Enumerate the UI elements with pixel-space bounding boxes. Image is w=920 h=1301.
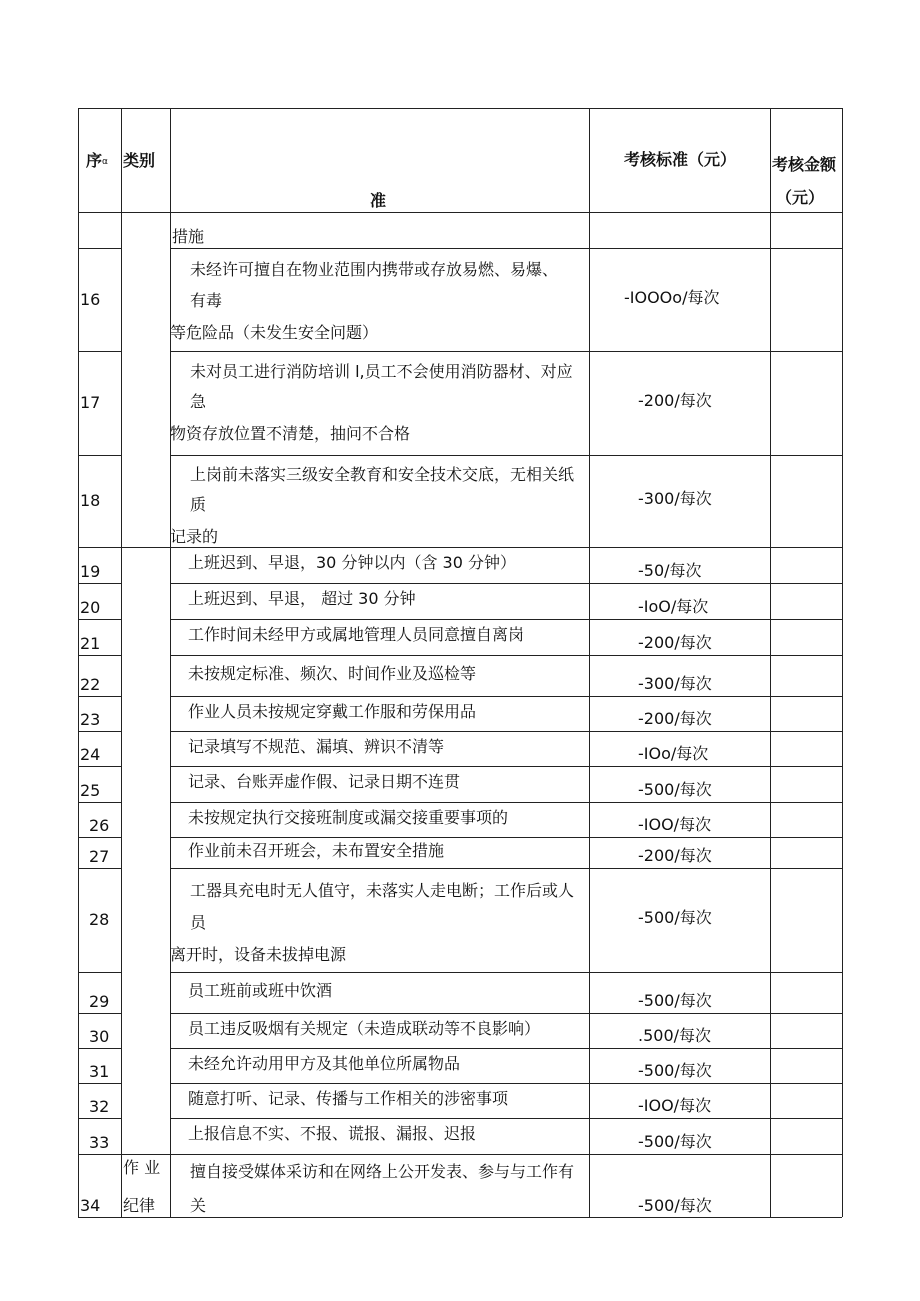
category-cell-line1: 作 业 [123, 1158, 161, 1177]
row-number: 23 [80, 710, 101, 729]
standard-text-line: 上班迟到、早退， 超过 30 分钟 [188, 589, 416, 608]
grid-line-h [170, 1048, 842, 1049]
header-seq-mark: α [102, 157, 108, 167]
standard-text-line: 上报信息不实、不报、谎报、漏报、迟报 [188, 1124, 477, 1143]
grid-line-h [170, 766, 842, 767]
row-amount: -500/每次 [638, 1196, 712, 1215]
grid-line-h [78, 455, 121, 456]
standard-text-line: 有毒 [190, 291, 223, 310]
row-amount: -300/每次 [638, 489, 712, 508]
grid-line-h [170, 868, 842, 869]
grid-line-h [170, 1083, 842, 1084]
standard-text-line: 上岗前未落实三级安全教育和安全技术交底，无相关纸 [190, 465, 575, 484]
grid-line-h [170, 802, 842, 803]
row-amount: -50/每次 [638, 561, 702, 580]
row-number: 21 [80, 634, 101, 653]
standard-text-line: 员工违反吸烟有关规定（未造成联动等不良影响） [188, 1019, 541, 1038]
row-number: 30 [89, 1027, 110, 1046]
row-number: 20 [80, 598, 101, 617]
row-number: 22 [80, 675, 101, 694]
row-amount: -200/每次 [638, 709, 712, 728]
row-amount: -200/每次 [638, 846, 712, 865]
row-amount: -IOo/每次 [638, 744, 709, 763]
header-criteria: 考核标准（元） [624, 150, 737, 169]
grid-line-h [78, 583, 121, 584]
standard-text-line: 记录的 [170, 527, 219, 546]
header-seq [86, 151, 108, 172]
grid-line-h [78, 972, 121, 973]
standard-text-line: 作业前未召开班会，未布置安全措施 [188, 841, 445, 860]
row-number: 33 [89, 1133, 110, 1152]
grid-line-h [78, 108, 842, 109]
row-number: 29 [89, 992, 110, 1011]
standard-text-line: 物资存放位置不清楚，抽问不合格 [170, 424, 411, 443]
grid-line-h [170, 583, 842, 584]
row-number: 31 [89, 1062, 110, 1081]
category-cell-line2: 纪律 [123, 1196, 156, 1215]
row-amount: -500/每次 [638, 1132, 712, 1151]
row-number: 17 [80, 393, 101, 412]
grid-line-h [78, 248, 121, 249]
row-number: 19 [80, 562, 101, 581]
grid-line-v [78, 108, 79, 1217]
header-category: 类别 [123, 151, 156, 170]
grid-line-h [170, 248, 842, 249]
grid-line-h [78, 1154, 842, 1155]
row-number: 28 [89, 910, 110, 929]
grid-line-v [170, 108, 171, 1217]
grid-line-h [78, 1118, 121, 1119]
standard-text-line: 急 [190, 392, 207, 411]
standard-text-line: 等危险品（未发生安全问题） [170, 323, 379, 342]
grid-line-h [170, 655, 842, 656]
standard-text-line: 工作时间未经甲方或属地管理人员同意擅自离岗 [188, 625, 525, 644]
grid-line-h [170, 696, 842, 697]
grid-line-h [78, 766, 121, 767]
grid-line-h [78, 1013, 121, 1014]
header-amount-line1: 考核金额 [772, 155, 837, 174]
standard-text-line: 未按规定执行交接班制度或漏交接重要事项的 [188, 808, 509, 827]
standard-text-line: 作业人员未按规定穿戴工作服和劳保用品 [188, 702, 477, 721]
header-amount-line2: （元） [776, 188, 825, 207]
grid-line-v [589, 108, 590, 1217]
standard-text-line: 未经许可擅自在物业范围内携带或存放易燃、易爆、 [190, 260, 559, 279]
grid-line-h [78, 1048, 121, 1049]
grid-line-h [170, 972, 842, 973]
standard-text-line: 未对员工进行消防培训 l,员工不会使用消防器材、对应 [190, 362, 573, 381]
standard-text-line: 擅自接受媒体采访和在网络上公开发表、参与与工作有 [190, 1162, 575, 1181]
row-number: 24 [80, 745, 101, 764]
header-seq-label: 序 [86, 151, 103, 170]
row-amount: -500/每次 [638, 991, 712, 1010]
grid-line-h [170, 1118, 842, 1119]
grid-line-h [170, 619, 842, 620]
grid-line-h [170, 837, 842, 838]
grid-line-h [78, 868, 121, 869]
grid-line-h [170, 351, 842, 352]
grid-line-h [78, 731, 121, 732]
standard-text-line: 记录、台账弄虚作假、记录日期不连贯 [188, 772, 461, 791]
row-amount: -200/每次 [638, 633, 712, 652]
standard-text-line: 未按规定标准、频次、时间作业及巡检等 [188, 664, 477, 683]
row-amount: -500/每次 [638, 780, 712, 799]
standard-text-line: 工器具充电时无人值守，未落实人走电断；工作后或人 [190, 881, 575, 900]
row-amount: -500/每次 [638, 1061, 712, 1080]
grid-line-v [842, 108, 843, 1217]
grid-line-h [78, 837, 121, 838]
standard-text-line: 未经允许动用甲方及其他单位所属物品 [188, 1054, 461, 1073]
row-amount: -IOOOo/每次 [624, 288, 720, 307]
standard-text-line: 记录填写不规范、漏填、辨识不清等 [188, 737, 445, 756]
row-amount: -500/每次 [638, 908, 712, 927]
standard-text-line: 员工班前或班中饮酒 [188, 981, 333, 1000]
standard-text-line: 关 [190, 1196, 207, 1215]
grid-line-h [78, 1083, 121, 1084]
grid-line-h [78, 351, 121, 352]
row-number: 32 [89, 1097, 110, 1116]
row-amount: -300/每次 [638, 674, 712, 693]
row-number: 27 [89, 847, 110, 866]
row-number: 16 [80, 290, 101, 309]
grid-line-h [170, 455, 842, 456]
row-amount: -IOO/每次 [638, 815, 712, 834]
row-number: 18 [80, 491, 101, 510]
row-amount: -200/每次 [638, 391, 712, 410]
standard-text-line: 上班迟到、早退，30 分钟以内（含 30 分钟） [188, 553, 516, 572]
grid-line-h [170, 731, 842, 732]
grid-line-v [770, 108, 771, 1217]
grid-line-h [78, 1217, 842, 1218]
row-number: 34 [80, 1196, 101, 1215]
row-amount: -IOO/每次 [638, 1096, 712, 1115]
standard-text-line: 离开时，设备未拔掉电源 [170, 945, 347, 964]
grid-line-h [170, 1013, 842, 1014]
grid-line-v [121, 108, 122, 1217]
grid-line-h [78, 547, 842, 548]
row-number: 25 [80, 781, 101, 800]
standard-text-line: 质 [190, 495, 207, 514]
grid-line-h [78, 802, 121, 803]
grid-line-h [78, 655, 121, 656]
row-amount: .500/每次 [638, 1026, 712, 1045]
standard-text-line: 随意打听、记录、传播与工作相关的涉密事项 [188, 1089, 509, 1108]
header-standard: 准 [370, 191, 387, 210]
standard-text-line: 措施 [172, 227, 205, 246]
grid-line-h [78, 212, 842, 213]
grid-line-h [78, 619, 121, 620]
row-amount: -IoO/每次 [638, 597, 709, 616]
row-number: 26 [89, 816, 110, 835]
grid-line-h [78, 696, 121, 697]
standard-text-line: 员 [190, 913, 207, 932]
